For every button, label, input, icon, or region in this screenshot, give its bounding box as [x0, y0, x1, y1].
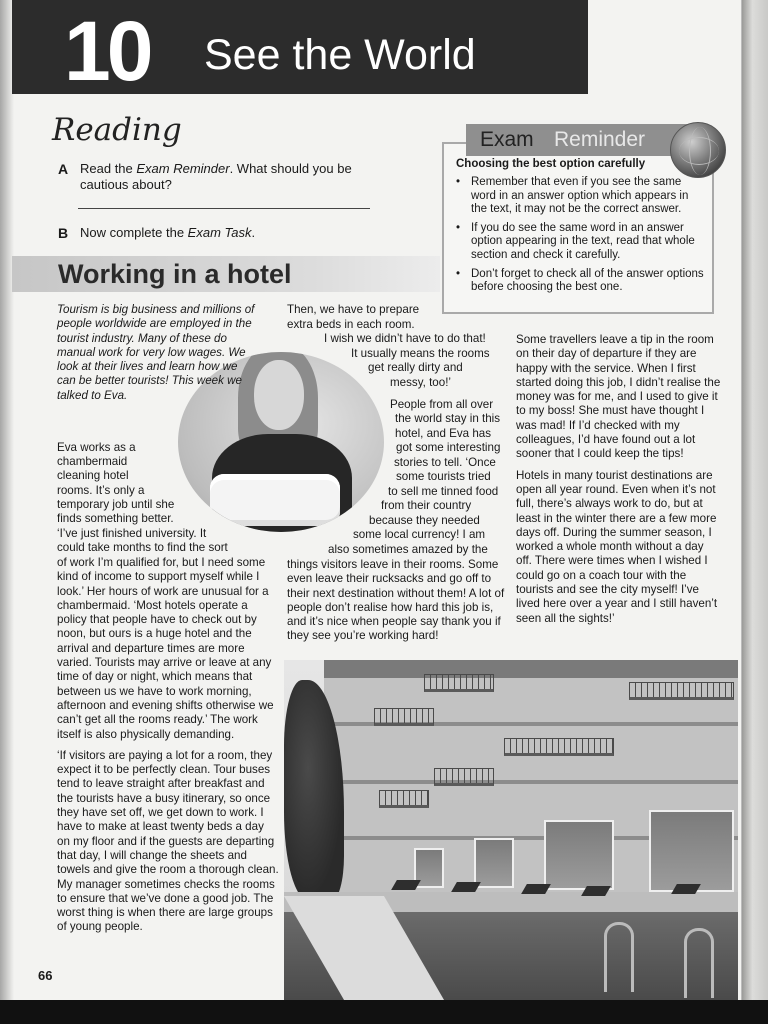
task-letter: B — [58, 225, 69, 241]
task-text: Read the Exam Reminder. What should you be cautious about? — [80, 161, 352, 192]
photo-window — [544, 820, 614, 890]
photo-floor — [324, 780, 738, 784]
exam-reminder-heading: Choosing the best option carefully — [456, 158, 646, 170]
text-line: temporary job until she — [57, 498, 175, 511]
text-line: could take months to find the sort — [57, 541, 228, 554]
paragraph: Some travellers leave a tip in the room on their day of departure if they are happy with the service. When I first started doing this job, I didn’t realise the money was for me, and I used to give it to my boss! She must have thought I was mad! If I’d checked with my colleagues, I’d have found out a lot sooner that I could keep the tips! — [516, 333, 721, 461]
photo-window — [474, 838, 514, 888]
photo-railing — [379, 790, 429, 808]
text-line: the world stay in this — [395, 412, 501, 425]
text-line: get really dirty and — [368, 361, 463, 374]
photo-railing — [424, 674, 494, 692]
text-line: some tourists tried — [396, 470, 491, 483]
article-column-3 — [516, 333, 722, 633]
text-line: I wish we didn’t have to do that! — [324, 332, 486, 345]
paragraph: things visitors leave in their rooms. Some even leave their rucksacks and go off to their next destination without them! A lot of people don’t realise how hard this job is, and it’s nice when people say thank you if they see you’re working hard! — [287, 558, 505, 643]
photo-roof — [324, 660, 738, 678]
book-bottom-edge — [0, 1000, 768, 1024]
article-title: Working in a hotel — [58, 259, 292, 289]
photo-railing — [434, 768, 494, 786]
paragraph: of work I’m qualified for, but I need some kind of income to support myself while I look.’ Her hours of work are unusual for a chambermaid. ‘Most hotels operate a policy that people have to check out by noon, but ours is a huge hotel and the arrival and departure times are more varied. Tourists may arrive or leave at any time of day or night, which means that between us we have to work morning, afternoon and evening shifts otherwise we can’t get all the rooms ready.’ The work itself is also physically demanding. — [57, 556, 274, 741]
exam-reminder-label-2: Reminder — [554, 128, 646, 151]
list-item: • Remember that even if you see the same word in an answer option which appears in the text, it may not be the correct answer. — [456, 176, 706, 217]
text-line: It usually means the rooms — [351, 347, 490, 360]
photo-pool-ladder — [604, 922, 634, 992]
paragraph: Hotels in many tourist destinations are open all year round. Even when it’s not full, there’s always work to do, but at least in the winter there are a few more days off. During the summer season, I worked a whole month without a day off. There were times when I wished I could go on a coach tour with the tourists and see the city myself! I’ve lived here over a year and I still haven’t seen all the sights!’ — [516, 468, 718, 625]
photo-railing — [504, 738, 614, 756]
exam-reminder-tab — [466, 124, 688, 156]
text-line: got some interesting — [396, 441, 501, 454]
text-line: to sell me tinned food — [388, 485, 499, 498]
text-line: rooms. It’s only a — [57, 484, 145, 497]
paragraph: ‘If visitors are paying a lot for a room, they expect it to be perfectly clean. Tour buses tend to leave straight after breakfast and the tourists have a busy itinerary, so once they have set off, we get down to work. I have to make at least twenty beds a day on my floor and if the guests are departing that day, I will change the sheets and towels and give the room a thorough clean. My manager sometimes checks the rooms to ensure that we’ve done a good job. The worst thing is when there are large groups of young people. — [57, 748, 279, 934]
photo-railing — [374, 708, 434, 726]
photo-window — [649, 810, 734, 892]
answer-line — [78, 208, 370, 209]
text-line: stories to tell. ‘Once — [394, 456, 496, 469]
text-line: extra beds in each room. — [287, 318, 415, 331]
text-line: because they needed — [369, 514, 480, 527]
text-line: Eva works as a — [57, 441, 136, 454]
photo-pool-ladder — [684, 928, 714, 998]
globe-icon — [670, 122, 726, 178]
article-column-2 — [287, 558, 505, 651]
text-line: Then, we have to prepare — [287, 303, 420, 316]
list-item: • If you do see the same word in an answer option appearing in the text, read that whole section and check it carefully. — [456, 222, 706, 263]
exam-reminder-label-1: Exam — [480, 128, 534, 151]
section-heading: Reading — [52, 112, 182, 148]
text-line: People from all over — [390, 398, 494, 411]
text-line: also sometimes amazed by the — [328, 543, 488, 556]
text-line: some local currency! I am — [353, 528, 486, 541]
task-letter: A — [58, 161, 69, 177]
article-intro: Tourism is big business and millions of people worldwide are employed in the tourist industry. Many of these do manual work for very low wages. We look at their lives and learn how we can be better tourists! This week we talked to Eva. — [57, 303, 255, 402]
list-item: • Don’t forget to check all of the answer options before choosing the best one. — [456, 268, 706, 295]
photo-railing — [629, 682, 734, 700]
article-column-1 — [57, 556, 279, 942]
text-line: cleaning hotel — [57, 469, 129, 482]
text-line: from their country — [381, 499, 472, 512]
text-line: messy, too!’ — [390, 376, 451, 389]
photo-towels — [210, 474, 340, 526]
hotel-photo — [284, 660, 738, 1000]
unit-title: See the World — [204, 31, 476, 79]
page-gutter-shadow — [0, 0, 14, 1000]
text-line: chambermaid — [57, 455, 128, 468]
task-text: Now complete the Exam Task. — [80, 225, 256, 240]
exam-reminder-list — [456, 176, 706, 300]
text-line: finds something better. — [57, 512, 174, 525]
photo-face — [254, 360, 304, 430]
page-number: 66 — [38, 968, 53, 983]
next-page-edge — [742, 0, 768, 1000]
unit-number: 10 — [64, 4, 150, 98]
text-line: ‘I’ve just finished university. It — [57, 527, 207, 540]
text-line: hotel, and Eva has — [395, 427, 492, 440]
